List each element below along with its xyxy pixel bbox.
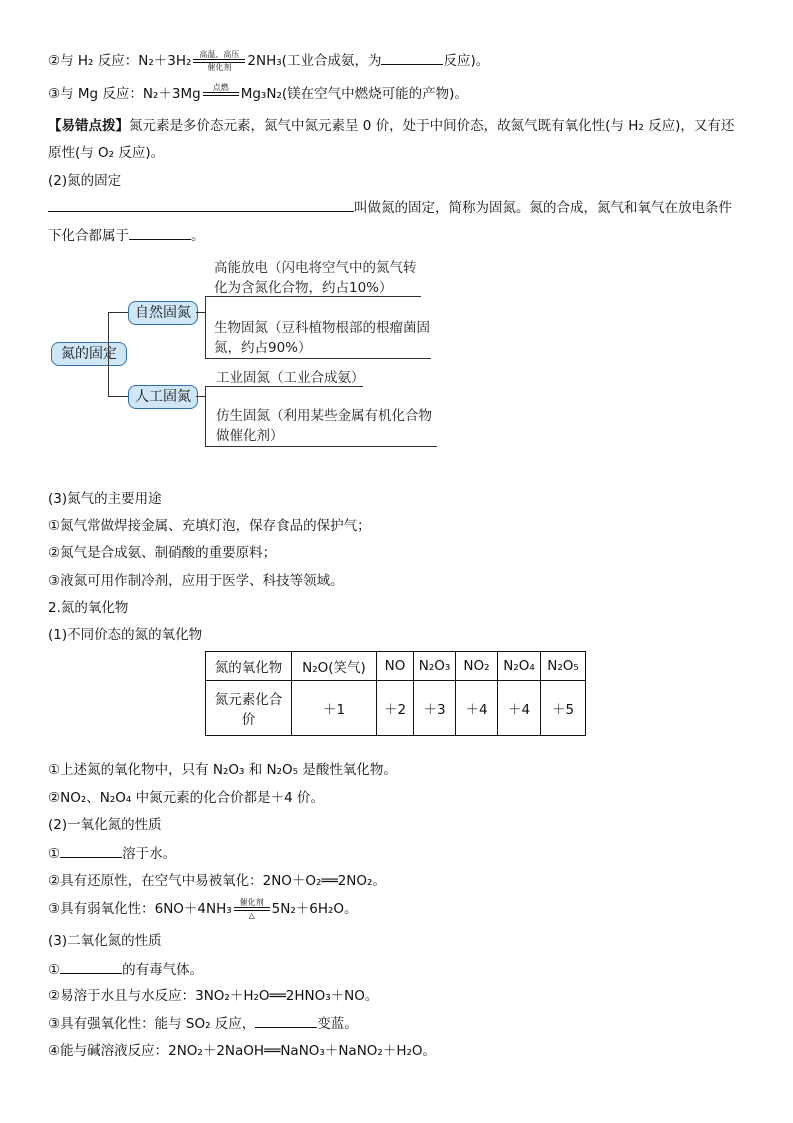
blank-6[interactable] xyxy=(255,1013,317,1028)
section-nitrogen-oxides: 2.氮的氧化物 xyxy=(48,600,129,616)
use-item-1: ①氮气常做焊接金属、充填灯泡，保存食品的保护气； xyxy=(48,518,371,534)
table-header: N₂O₃ xyxy=(414,652,456,681)
table-header: NO₂ xyxy=(456,652,498,681)
natural-branch-1b: 化为含氮化合物，约占10%） xyxy=(214,280,393,296)
no-prop-1-text: 溶于水。 xyxy=(122,846,177,862)
no2-prop-1-marker: ① xyxy=(48,962,61,978)
subsection-oxides-valence: (1)不同价态的氮的氧化物 xyxy=(48,627,203,643)
table-cell: ＋4 xyxy=(456,681,498,736)
no2-prop-1-text: 的有毒气体。 xyxy=(122,962,204,978)
fixation-def-text2: 下化合都属于 xyxy=(48,228,129,244)
fixation-def-text: 叫做氮的固定，简称为固氮。氮的合成，氮气和氧气在放电条件 xyxy=(354,200,732,216)
section-no-properties: (2)一氧化氮的性质 xyxy=(48,817,162,833)
mindmap-artificial: 人工固氮 xyxy=(128,385,198,409)
oxide-valence-table xyxy=(205,651,586,736)
no-prop-3-end: 5N₂＋6H₂O。 xyxy=(271,901,358,917)
tip-label: 【易错点拨】 xyxy=(48,118,129,134)
blank-1[interactable] xyxy=(381,50,443,65)
fixation-def-cont xyxy=(48,225,205,246)
condition-top: 催化剂 xyxy=(239,898,264,907)
blank-4[interactable] xyxy=(60,843,122,858)
table-header: N₂O₄ xyxy=(498,652,541,681)
condition-bottom: △ xyxy=(248,911,255,920)
table-cell: ＋5 xyxy=(541,681,586,736)
table-cell: ＋1 xyxy=(292,681,377,736)
artificial-branch-1: 工业固氮（工业合成氨） xyxy=(216,370,365,386)
table-cell: 氮元素化合 价 xyxy=(206,681,292,736)
mindmap-root: 氮的固定 xyxy=(51,342,127,366)
table-header: N₂O₅ xyxy=(541,652,586,681)
tip-text: 氮元素是多价态元素，氮气中氮元素呈 0 价，处于中间价态，故氮气既有氧化性(与 H₂ 反应)，又有还 xyxy=(129,118,735,134)
section-nitrogen-uses: (3)氮气的主要用途 xyxy=(48,491,162,507)
blank-3[interactable] xyxy=(129,225,191,240)
artificial-branch-2b: 做催化剂） xyxy=(216,428,284,444)
fixation-def-end: 。 xyxy=(191,228,205,244)
table-cell: ＋4 xyxy=(498,681,541,736)
table-header: 氮的氧化物 xyxy=(206,652,292,681)
oxide-note-1: ①上述氮的氧化物中，只有 N₂O₃ 和 N₂O₅ 是酸性氧化物。 xyxy=(48,762,397,778)
condition-top: 点燃 xyxy=(212,83,229,92)
condition-bottom: 催化剂 xyxy=(207,63,232,72)
blank-5[interactable] xyxy=(60,959,122,974)
table-cell: ＋2 xyxy=(377,681,414,736)
no-prop-1-marker: ① xyxy=(48,846,61,862)
no-prop-2: ②具有还原性，在空气中易被氧化：2NO＋O₂══2NO₂。 xyxy=(48,873,386,889)
condition-top: 高温、高压 xyxy=(199,50,240,59)
mindmap-natural: 自然固氮 xyxy=(128,301,198,325)
artificial-branch-2a: 仿生固氮（利用某些金属有机化合物 xyxy=(216,408,432,424)
reaction-h2-product: 2NH₃(工业合成氨，为 xyxy=(247,53,382,69)
tip-text-cont: 原性(与 O₂ 反应)。 xyxy=(48,145,165,161)
section-nitrogen-fixation: (2)氮的固定 xyxy=(48,173,122,189)
blank-2[interactable] xyxy=(48,197,354,212)
no2-prop-3-end: 变蓝。 xyxy=(317,1016,358,1032)
no2-prop-3-text: ③具有强氧化性：能与 SO₂ 反应， xyxy=(48,1016,256,1032)
use-item-3: ③液氮可用作制冷剂，应用于医学、科技等领域。 xyxy=(48,573,344,589)
section-no2-properties: (3)二氧化氮的性质 xyxy=(48,933,162,949)
reaction-h2-end: 反应)。 xyxy=(443,53,490,69)
reaction-mg-line xyxy=(48,83,468,105)
reaction-mg-end: Mg₃N₂(镁在空气中燃烧可能的产物)。 xyxy=(240,86,468,102)
no2-prop-2: ②易溶于水且与水反应：3NO₂＋H₂O══2HNO₃＋NO。 xyxy=(48,988,379,1004)
fixation-def-line xyxy=(48,197,732,218)
table-header: NO xyxy=(377,652,414,681)
natural-branch-1a: 高能放电（闪电将空气中的氮气转 xyxy=(214,260,417,276)
reaction-h2-line xyxy=(48,50,489,72)
table-header: N₂O(笑气) xyxy=(292,652,377,681)
no2-prop-4: ④能与碱溶液反应：2NO₂＋2NaOH══NaNO₃＋NaNO₂＋H₂O。 xyxy=(48,1043,437,1059)
natural-branch-2b: 氮，约占90%） xyxy=(214,340,312,356)
natural-branch-2a: 生物固氮（豆科植物根部的根瘤菌固 xyxy=(214,320,430,336)
no2-prop-3 xyxy=(48,1013,358,1034)
no-prop-1 xyxy=(48,843,176,864)
tip-line xyxy=(48,116,734,136)
no-prop-3 xyxy=(48,898,358,920)
oxide-note-2: ②NO₂、N₂O₄ 中氮元素的化合价都是＋4 价。 xyxy=(48,790,324,806)
reaction-h2-text: ②与 H₂ 反应：N₂＋3H₂ xyxy=(48,53,192,69)
reaction-mg-text: ③与 Mg 反应：N₂＋3Mg xyxy=(48,86,201,102)
condition-arrow-mg xyxy=(203,83,239,105)
no-prop-3-text: ③具有弱氧化性：6NO＋4NH₃ xyxy=(48,901,232,917)
condition-arrow-h2 xyxy=(193,50,245,72)
use-item-2: ②氮气是合成氨、制硝酸的重要原料； xyxy=(48,545,277,561)
table-cell: ＋3 xyxy=(414,681,456,736)
condition-arrow-nh3 xyxy=(234,898,270,920)
no2-prop-1 xyxy=(48,959,203,980)
